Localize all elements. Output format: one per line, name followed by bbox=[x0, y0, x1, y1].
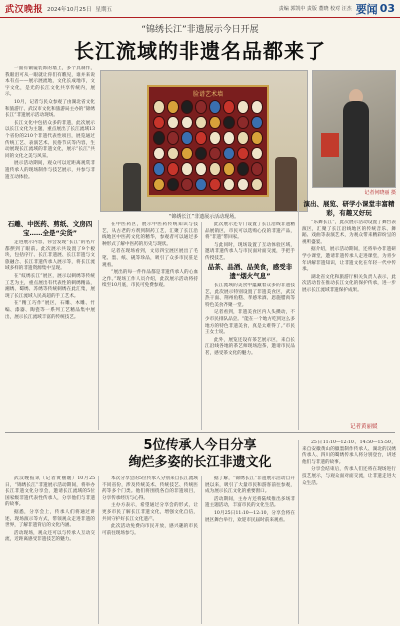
paragraph: 长江文化中包括众多的非遗，此次展示以长江文化为主题，重点展出了长江流域13个省份的210个非遗代表性项目，展览通过传统工艺、表演艺术、民俗节庆等内容，生动展现长江流域的非遗文化，展示“长江”共同的文化之美与风采。 bbox=[5, 120, 95, 159]
opera-mask bbox=[195, 147, 207, 161]
paragraph: “乐舞长江”，此次展示活动设置了舞台表演区，汇聚了长江沿线地区的传统音乐、舞蹈、戏曲等表演艺术，为观众带来精彩纷呈的视听盛宴。 bbox=[302, 220, 396, 245]
opera-mask bbox=[195, 100, 207, 114]
opera-mask bbox=[209, 162, 221, 176]
column-divider bbox=[201, 476, 202, 624]
opera-mask bbox=[209, 116, 221, 130]
opera-mask bbox=[167, 116, 179, 130]
editor-credits: 责编 郭凯中 责版 董晓 校对 汪杰 bbox=[278, 6, 352, 12]
side-photo-credit: 记者何晓丽 摄 bbox=[364, 190, 396, 196]
opera-mask bbox=[237, 131, 249, 145]
column-divider bbox=[98, 220, 99, 430]
story1-kicker: “锦绣长江”非遗展示今日开展 bbox=[141, 25, 259, 35]
paragraph: 10月，记者与民众参观了由湖北省文化和旅游厅、武汉市文化和旅游局主办的“锦绣长江”非遗展示活动现场。 bbox=[5, 99, 95, 119]
issue-date: 2024年10月25日 bbox=[47, 6, 92, 13]
paragraph: 据悉，分享会上，传承人们将通过讲述、现场演示等方式，带领观众走进非遗的世界，了解非遗背后的文化内涵。 bbox=[5, 509, 95, 529]
column-divider bbox=[298, 440, 299, 624]
paragraph: 湖北省文化和旅游厅相关负责人表示，此次活动旨在推动长江文化的保护传承，进一步展示长江流域非遗保护成果。 bbox=[302, 274, 396, 293]
opera-mask bbox=[167, 131, 179, 145]
opera-mask bbox=[223, 100, 235, 114]
masthead bbox=[0, 0, 400, 18]
opera-mask bbox=[251, 100, 263, 114]
opera-mask bbox=[195, 178, 207, 192]
paragraph: 活动现场，观众还可以与传承人互动交流，近距离感受非遗技艺的魅力。 bbox=[5, 530, 95, 543]
story1-column-b bbox=[102, 222, 198, 430]
opera-mask bbox=[251, 178, 263, 192]
main-photo bbox=[100, 70, 308, 212]
opera-mask bbox=[153, 131, 165, 145]
opera-mask bbox=[181, 116, 193, 130]
opera-mask bbox=[251, 162, 263, 176]
person-figure bbox=[343, 101, 369, 188]
side-photo bbox=[312, 70, 396, 188]
paragraph: 长江流域的美食中蕴藏着众多的非遗技艺，此次展示特别设置了非遗美食区，武汉热干面、荆州鱼糕、孝感米酒、恩施腊肉等特色美食齐聚一堂。 bbox=[205, 283, 295, 308]
opera-mask bbox=[223, 162, 235, 176]
opera-mask bbox=[251, 131, 263, 145]
opera-mask bbox=[237, 178, 249, 192]
story1-column-c bbox=[205, 222, 295, 262]
opera-mask bbox=[237, 162, 249, 176]
story2-column-h bbox=[205, 476, 295, 624]
section-name: 要闻 bbox=[355, 2, 378, 16]
opera-mask bbox=[209, 147, 221, 161]
paragraph: 此次展示还专门设置了长江沿线非遗精品展销区，市民可以选购心仪的非遗产品，将“非遗”带回家。 bbox=[205, 222, 295, 241]
visitor-figure bbox=[275, 157, 297, 212]
opera-mask bbox=[251, 116, 263, 130]
story-divider bbox=[5, 432, 395, 433]
subhead-performance: 演出、展览、研学小课堂丰富精彩，有趣又好玩 bbox=[303, 200, 395, 217]
column-divider bbox=[201, 222, 202, 430]
paragraph: 在“精工巧作”展区，石雕、木雕、竹编、漆器、陶瓷等一系列工艺精品集中展出，展示长江流域丰富的传统技艺。 bbox=[5, 301, 95, 320]
story1-lead-column bbox=[5, 66, 95, 216]
column-divider bbox=[98, 476, 99, 624]
opera-mask bbox=[167, 178, 179, 192]
column-divider bbox=[298, 200, 299, 430]
story1-byline: 记者黄丽媛 bbox=[350, 424, 378, 430]
opera-mask bbox=[223, 131, 235, 145]
opera-mask bbox=[181, 162, 193, 176]
page-number: 03 bbox=[379, 2, 395, 15]
opera-mask bbox=[195, 162, 207, 176]
story1-column-d bbox=[205, 283, 295, 430]
paragraph: 记者看到，非遗美食区内人头攒动，不少市民排队品尝。“能在一个地方吃到这么多地方的特色非遗美食，真是太难得了。”市民王女士说。 bbox=[205, 310, 295, 336]
visitor-figure bbox=[123, 163, 141, 212]
paragraph: “展出的每一件作品都是非遗传承人的心血之作。”现场工作人员介绍，此次展示活动将持续至10月底，市民可免费参观。 bbox=[102, 270, 198, 289]
opera-mask bbox=[237, 100, 249, 114]
paragraph: 此外，展览还设有茶艺展示区，来自长江沿线各地的茶艺师现场泡茶，邀请市民品茗，感受茶文化的魅力。 bbox=[205, 337, 295, 356]
opera-mask bbox=[167, 162, 179, 176]
paragraph: 本次分享会的5位传承人分别来自长江流域不同省份，涉及传统美术、传统技艺、传统医药等多个门类。他们将围绕各自的非遗项目，分享传承经历与心得。 bbox=[102, 476, 198, 501]
paragraph: 10月25日11:10—12:10，分享会将在展区舞台举行，欢迎市民届时前来观看。 bbox=[205, 510, 295, 523]
story2-column-f bbox=[5, 476, 95, 624]
story1-headline: 长江流域的非遗名品都来了 bbox=[74, 39, 326, 63]
main-photo-caption: “锦绣长江”非遗展示活动现场。 bbox=[168, 214, 240, 220]
paragraph: 据介绍，展示活动期间，还将举办非遗研学小课堂，邀请非遗传承人走进课堂，为青少年讲解非遗知识，让非遗文化在年轻一代中传承。 bbox=[302, 247, 396, 273]
subhead-stone-carving: 石雕、中医药、剪纸、文房四宝……全是“尖货” bbox=[7, 220, 93, 237]
story2-column-i bbox=[302, 440, 396, 624]
mask-grid bbox=[153, 100, 263, 191]
story2-headline-line1: 5位传承人今日分享 bbox=[143, 438, 257, 453]
opera-mask bbox=[251, 147, 263, 161]
opera-mask bbox=[181, 147, 193, 161]
opera-mask bbox=[181, 178, 193, 192]
mask-wall bbox=[147, 85, 269, 197]
opera-mask bbox=[181, 100, 193, 114]
story1-column-e bbox=[302, 220, 396, 420]
paragraph: 一面有铜镜装饰的墙上，多个具制作，我眼泪可从一眼就让你们有瞧见，谁并来说本有点——展示展流地，文化长成地市，文字文化，是光的长江文化共享传统内，展示。 bbox=[5, 66, 95, 98]
opera-mask bbox=[209, 100, 221, 114]
story1-column-a bbox=[5, 240, 95, 430]
story2-column-g bbox=[102, 476, 198, 624]
paragraph: 活动期间，主办方还将陆续推出多场非遗主题活动，丰富市民的文化生活。 bbox=[205, 496, 295, 509]
opera-mask bbox=[223, 147, 235, 161]
opera-mask bbox=[195, 131, 207, 145]
opera-mask bbox=[209, 178, 221, 192]
opera-mask bbox=[153, 162, 165, 176]
opera-mask bbox=[181, 131, 193, 145]
opera-mask bbox=[237, 116, 249, 130]
opera-mask bbox=[209, 131, 221, 145]
opera-mask bbox=[223, 178, 235, 192]
red-sign bbox=[321, 133, 339, 157]
paragraph: 记者在现场看到，文房四宝展区展出了毛笔、墨、纸、砚等珍品，吸引了众多市民驻足观看。 bbox=[102, 249, 198, 268]
opera-mask bbox=[153, 147, 165, 161]
opera-mask bbox=[195, 116, 207, 130]
paragraph: 分享会结束后，传承人们还将在现场进行技艺展示，与观众面对面交流，让非遗走进大众生活。 bbox=[302, 467, 396, 486]
opera-mask bbox=[153, 116, 165, 130]
opera-mask bbox=[153, 100, 165, 114]
paragraph: 此次活动免费向市民开放，感兴趣的市民可前往现场参与。 bbox=[102, 524, 198, 536]
paragraph: 与此同时，现场设置了互动体验区域，邀请非遗传承人与市民面对面交流，手把手传授技艺。 bbox=[205, 242, 295, 261]
paragraph: 据了解，“锦绣长江”非遗展示活动自开展以来，吸引了大量市民和游客前往参观，成为展示长江文化的重要窗口。 bbox=[205, 476, 295, 495]
opera-mask bbox=[167, 100, 179, 114]
story2-headline-line2: 绚烂多姿的长江非遗文化 bbox=[128, 455, 272, 470]
paragraph: 武汉晚报讯（记者黄丽媛）10月25日，“锦绣长江”非遗展示活动期间，将举办长江非遗文化分享会，邀请长江流域的5位国家级非遗代表性传承人，分享他们与非遗的故事。 bbox=[5, 476, 95, 508]
opera-mask bbox=[237, 147, 249, 161]
paragraph: 走进展示内容，你会发现“长江”的名片都摆到了眼前。此次展示共设置了9个板块，包括序厅、长江非遗展、长江非遗与文旅融合、长江非遗传承人展示等，将长江流域多样的非遗资源集中呈现。 bbox=[5, 240, 95, 272]
paragraph: 展示活动期间，观众可以近距离观赏非遗传承人的现场制作与技艺展示，并参与非遗互动体验。 bbox=[5, 161, 95, 180]
subhead-food: 品茶、品酒、品美食，感受非遗“烟火气息” bbox=[207, 263, 293, 280]
opera-mask bbox=[167, 147, 179, 161]
paragraph: 25日11:10—12:10、14:50—15:50，来自安徽黄山的徽墨制作传承人、湖北的汉绣传承人、四川的蜀绣传承人将分别登台，讲述他们与非遗的故事。 bbox=[302, 440, 396, 465]
mask-wall-title: 脸谱艺术墙 bbox=[192, 91, 223, 98]
opera-mask bbox=[153, 178, 165, 192]
newspaper-logo: 武汉晚报 bbox=[5, 5, 44, 15]
paragraph: 在中医药区，展示中医药传统知识与技艺，从古老的方剂到制药工艺，汇聚了长江沿线地区中医药文化的精华，参观者可以通过多种形式了解中医药的历史与现状。 bbox=[102, 222, 198, 247]
paragraph: 主办方表示，希望通过分享会的形式，让更多市民了解长江非遗文化，增强文化自信，共同守护好长江文化遗产。 bbox=[102, 503, 198, 522]
paragraph: 在“纹绣长江”展区，展示以刺绣等传统工艺为主，重点展出有代表性的刺绣精品，湘绣、蜀绣、苏绣等传统刺绣在此汇集，展现了长江流域人民高超的手工艺术。 bbox=[5, 273, 95, 299]
issue-weekday: 星期五 bbox=[95, 6, 113, 13]
opera-mask bbox=[223, 116, 235, 130]
